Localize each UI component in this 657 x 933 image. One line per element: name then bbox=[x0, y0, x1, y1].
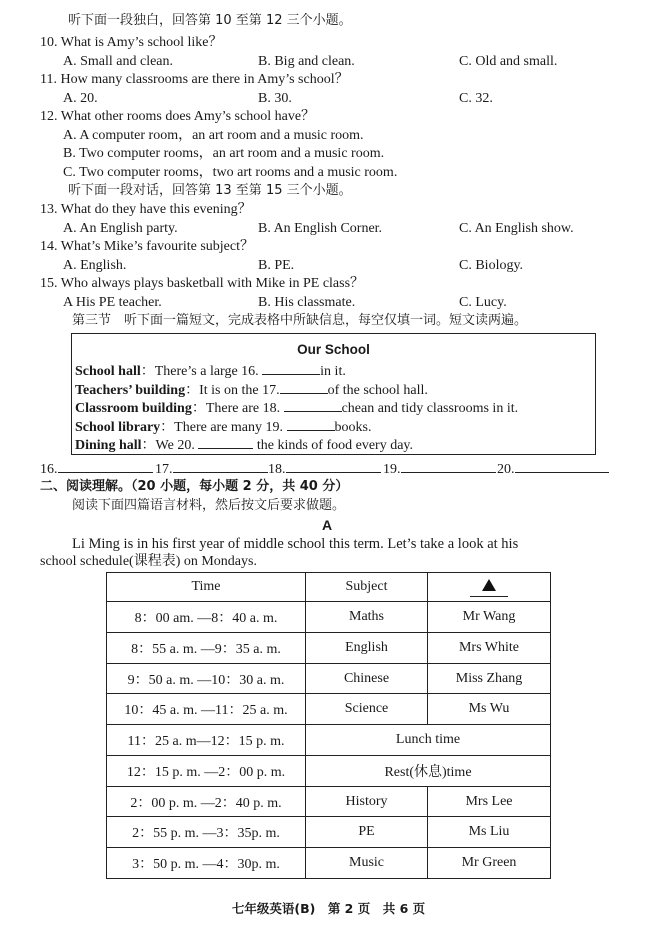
row-label: Classroom building bbox=[75, 401, 192, 416]
time-cell: 8：00 am. —8：40 a. m. bbox=[107, 602, 306, 633]
blank-20[interactable] bbox=[198, 436, 253, 449]
subject-cell: PE bbox=[306, 817, 428, 848]
section-3-instruction: 第三节 听下面一篇短文，完成表格中所缺信息，每空仅填一词。短文读两遍。 bbox=[72, 313, 528, 328]
time-cell: 10：45 a. m. —11：25 a. m. bbox=[107, 694, 306, 725]
our-school-box bbox=[71, 333, 596, 455]
blank-18[interactable] bbox=[284, 399, 342, 412]
merged-cell: Rest(休息)time bbox=[306, 755, 551, 786]
time-cell: 8：55 a. m. —9：35 a. m. bbox=[107, 633, 306, 664]
row-label: Dining hall bbox=[75, 438, 142, 453]
row-label: School library bbox=[75, 420, 161, 435]
question-14-stem: 14. What’s Mike’s favourite subject？ bbox=[40, 239, 254, 254]
table-row bbox=[107, 817, 551, 848]
teacher-cell: Mrs White bbox=[428, 633, 551, 664]
listening-intro-10-12: 听下面一段独白，回答第 10 至第 12 三个小题。 bbox=[68, 13, 352, 28]
blank-17[interactable] bbox=[280, 381, 328, 394]
time-cell: 3：50 p. m. —4：30p. m. bbox=[107, 848, 306, 879]
teacher-cell: Mr Green bbox=[428, 848, 551, 879]
row-label: Teachers’ building bbox=[75, 383, 186, 398]
question-10-option-a: A. Small and clean. bbox=[63, 54, 174, 69]
question-12-option-b: B. Two computer rooms，an art room and a music room. bbox=[63, 146, 385, 161]
part-2-heading: 二、阅读理解。（20 小题，每小题 2 分，共 40 分） bbox=[40, 479, 349, 494]
table-row bbox=[107, 786, 551, 817]
question-15-option-c: C. Lucy. bbox=[459, 295, 507, 310]
question-12-option-a: A. A computer room，an art room and a music room. bbox=[63, 128, 364, 143]
question-15-option-b: B. His classmate. bbox=[258, 295, 356, 310]
question-15-stem: 15. Who always plays basketball with Mike in PE class？ bbox=[40, 276, 365, 291]
question-15-option-a: A His PE teacher. bbox=[63, 295, 162, 310]
answer-blank-19[interactable]: 19. bbox=[383, 460, 496, 478]
teacher-cell: Mr Wang bbox=[428, 602, 551, 633]
row-label: School hall bbox=[75, 364, 141, 379]
teachers-building-row: Teachers’ building：It is on the 17. of the school hall. bbox=[75, 383, 428, 398]
question-13-stem: 13. What do they have this evening？ bbox=[40, 202, 252, 217]
merged-cell: Lunch time bbox=[306, 725, 551, 756]
table-row bbox=[107, 848, 551, 879]
school-library-row: School library：There are many 19. books. bbox=[75, 420, 372, 435]
passage-a-letter: A bbox=[322, 517, 333, 533]
triangle-icon bbox=[482, 579, 496, 591]
header-subject: Subject bbox=[306, 573, 428, 602]
teacher-cell: Ms Liu bbox=[428, 817, 551, 848]
teacher-cell: Ms Wu bbox=[428, 694, 551, 725]
subject-cell: Science bbox=[306, 694, 428, 725]
part-2-instruction: 阅读下面四篇语言材料，然后按文后要求做题。 bbox=[72, 498, 346, 513]
answer-blank-18[interactable]: 18. bbox=[268, 460, 381, 478]
time-cell: 11：25 a. m—12：15 p. m. bbox=[107, 725, 306, 756]
dining-hall-row: Dining hall：We 20. the kinds of food every day. bbox=[75, 438, 414, 453]
question-11-option-c: C. 32. bbox=[459, 91, 493, 106]
table-row bbox=[107, 725, 551, 756]
time-cell: 9：50 a. m. —10：30 a. m. bbox=[107, 663, 306, 694]
blank-19[interactable] bbox=[287, 418, 335, 431]
time-cell: 12：15 p. m. —2：00 p. m. bbox=[107, 755, 306, 786]
question-13-option-a: A. An English party. bbox=[63, 221, 178, 236]
header-blank bbox=[428, 573, 551, 602]
question-14-option-b: B. PE. bbox=[258, 258, 295, 273]
table-header-row bbox=[107, 573, 551, 602]
question-10-stem: 10. What is Amy’s school like？ bbox=[40, 35, 223, 50]
question-13-option-b: B. An English Corner. bbox=[258, 221, 383, 236]
header-time: Time bbox=[107, 573, 306, 602]
table-row bbox=[107, 755, 551, 786]
answer-blank-20[interactable]: 20. bbox=[497, 460, 609, 478]
subject-cell: History bbox=[306, 786, 428, 817]
subject-cell: Maths bbox=[306, 602, 428, 633]
triangle-blank[interactable] bbox=[470, 578, 508, 597]
blank-16[interactable] bbox=[262, 362, 320, 375]
table-row bbox=[107, 602, 551, 633]
subject-cell: Chinese bbox=[306, 663, 428, 694]
time-cell: 2：55 p. m. —3：35p. m. bbox=[107, 817, 306, 848]
school-schedule-table bbox=[106, 572, 551, 879]
classroom-building-row: Classroom building：There are 18. chean and tidy classrooms in it. bbox=[75, 401, 519, 416]
listening-intro-13-15: 听下面一段对话，回答第 13 至第 15 三个小题。 bbox=[68, 183, 352, 198]
question-11-option-a: A. 20. bbox=[63, 91, 98, 106]
our-school-title: Our School bbox=[297, 342, 370, 357]
teacher-cell: Mrs Lee bbox=[428, 786, 551, 817]
page-footer: 七年级英语(B) 第 2 页 共 6 页 bbox=[231, 901, 426, 916]
answer-blank-17[interactable]: 17. bbox=[155, 460, 268, 478]
time-cell: 2：00 p. m. —2：40 p. m. bbox=[107, 786, 306, 817]
question-10-option-c: C. Old and small. bbox=[459, 54, 558, 69]
question-11-option-b: B. 30. bbox=[258, 91, 292, 106]
question-11-stem: 11. How many classrooms are there in Amy’s school？ bbox=[40, 72, 349, 87]
table-row bbox=[107, 694, 551, 725]
passage-a-line-2: school schedule(课程表) on Mondays. bbox=[40, 554, 257, 569]
school-hall-row: School hall：There’s a large 16. in it. bbox=[75, 364, 346, 379]
table-row bbox=[107, 663, 551, 694]
question-10-option-b: B. Big and clean. bbox=[258, 54, 355, 69]
answer-blank-16[interactable]: 16. bbox=[40, 460, 153, 478]
passage-a-line-1: Li Ming is in his first year of middle school this term. Let’s take a look at his bbox=[72, 536, 519, 552]
question-14-option-c: C. Biology. bbox=[459, 258, 524, 273]
table-row bbox=[107, 633, 551, 664]
teacher-cell: Miss Zhang bbox=[428, 663, 551, 694]
subject-cell: Music bbox=[306, 848, 428, 879]
subject-cell: English bbox=[306, 633, 428, 664]
question-13-option-c: C. An English show. bbox=[459, 221, 574, 236]
question-12-option-c: C. Two computer rooms，two art rooms and a music room. bbox=[63, 165, 398, 180]
question-12-stem: 12. What other rooms does Amy’s school have？ bbox=[40, 109, 316, 124]
question-14-option-a: A. English. bbox=[63, 258, 127, 273]
